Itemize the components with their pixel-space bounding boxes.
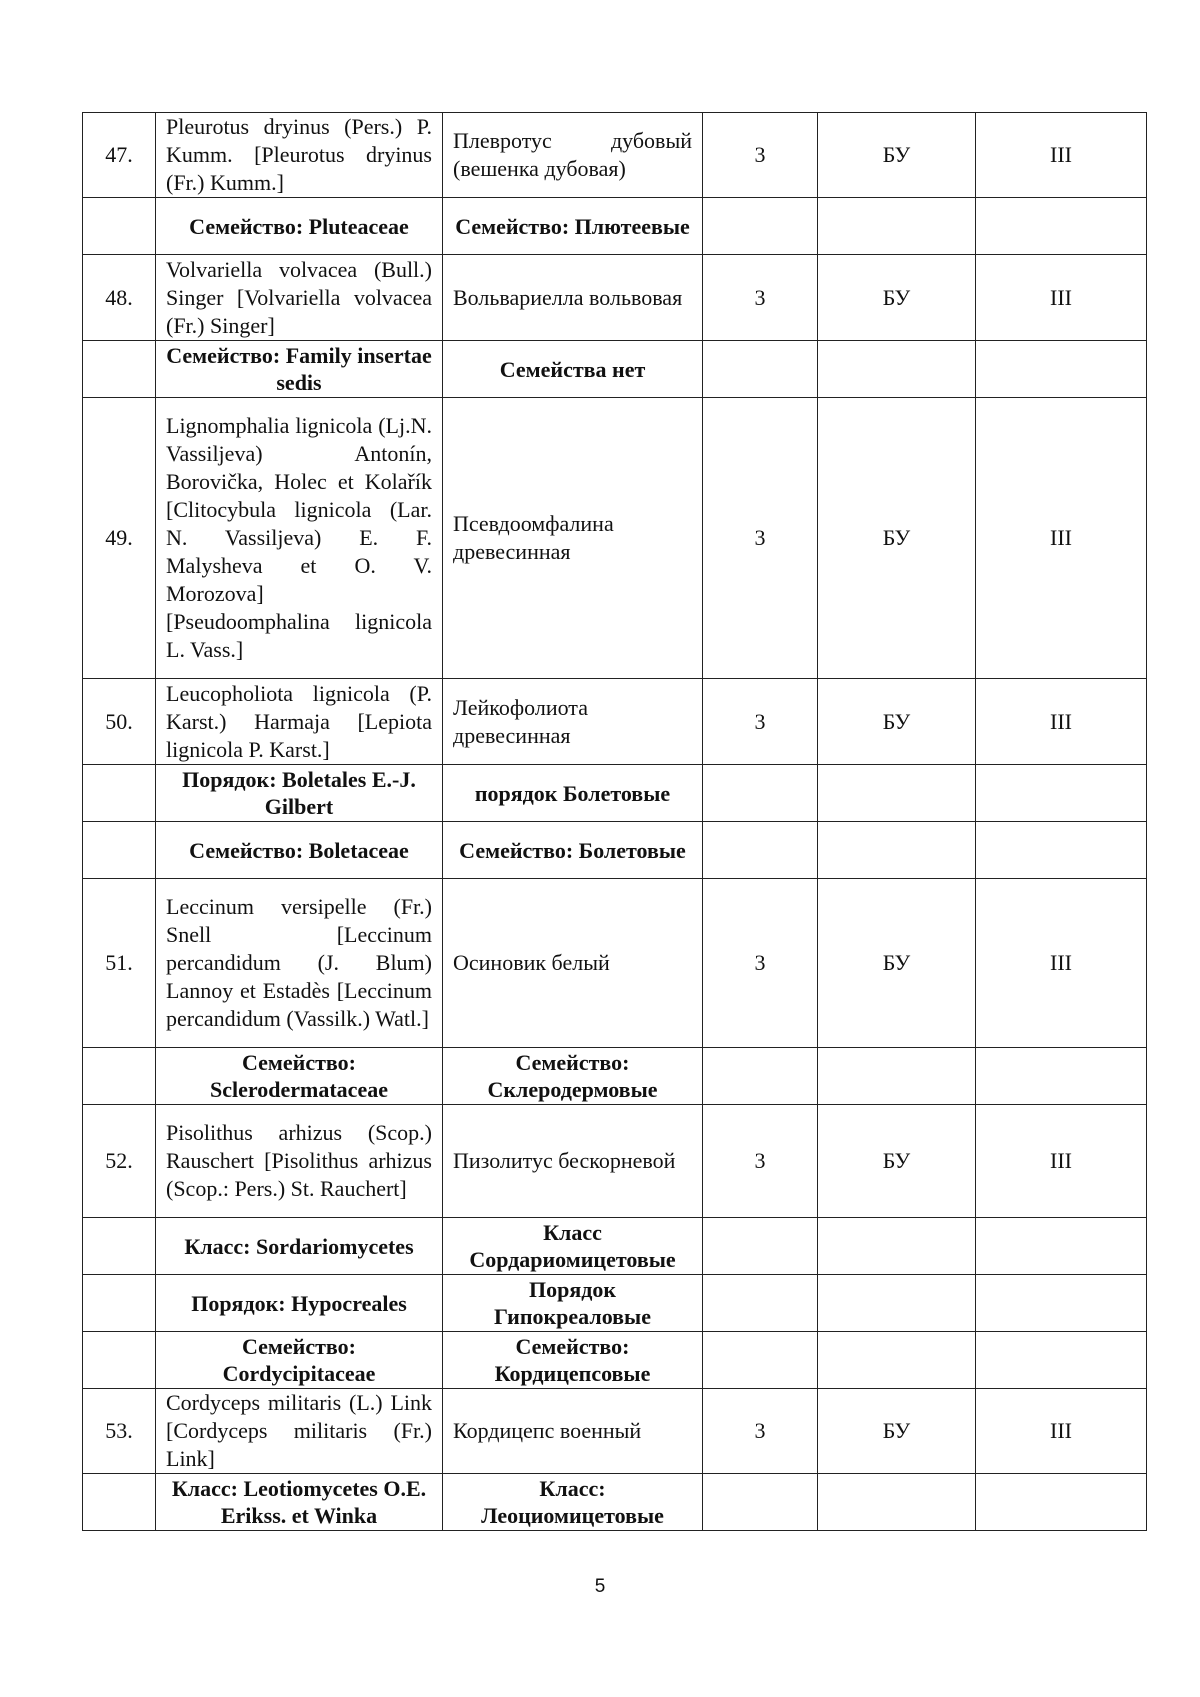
table-row-header bbox=[83, 1275, 1147, 1332]
empty-cell bbox=[976, 822, 1147, 879]
taxon-russian-header: порядок Болетовые bbox=[443, 765, 703, 822]
table-row bbox=[83, 1105, 1147, 1218]
category: 3 bbox=[703, 398, 818, 679]
empty-cell bbox=[83, 1048, 156, 1105]
empty-cell bbox=[818, 822, 976, 879]
taxon-russian-header: Класс: Леоциомицетовые bbox=[443, 1474, 703, 1531]
table-row-header bbox=[83, 822, 1147, 879]
taxon-latin-header: Семейство: Pluteaceae bbox=[156, 198, 443, 255]
latin-name: Pleurotus dryinus (Pers.) P. Kumm. [Pleurotus dryinus (Fr.) Kumm.] bbox=[156, 113, 443, 198]
row-number: 52. bbox=[83, 1105, 156, 1218]
taxon-russian-header: Класс Сордариомицетовые bbox=[443, 1218, 703, 1275]
table-row-header bbox=[83, 1048, 1147, 1105]
row-number: 49. bbox=[83, 398, 156, 679]
empty-cell bbox=[83, 1218, 156, 1275]
status-code: БУ bbox=[818, 879, 976, 1048]
empty-cell bbox=[83, 198, 156, 255]
empty-cell bbox=[83, 341, 156, 398]
protection-level: III bbox=[976, 113, 1147, 198]
row-number: 53. bbox=[83, 1389, 156, 1474]
empty-cell bbox=[703, 341, 818, 398]
taxon-russian-header: Семейство: Болетовые bbox=[443, 822, 703, 879]
russian-name: Плевротус дубовый (вешенка дубовая) bbox=[443, 113, 703, 198]
table-row bbox=[83, 879, 1147, 1048]
status-code: БУ bbox=[818, 1105, 976, 1218]
russian-name: Вольвариелла вольвовая bbox=[443, 255, 703, 341]
latin-name: Leucopholiota lignicola (P. Karst.) Harmaja [Lepiota lignicola P. Karst.] bbox=[156, 679, 443, 765]
empty-cell bbox=[818, 1275, 976, 1332]
table-row-header bbox=[83, 765, 1147, 822]
row-number: 47. bbox=[83, 113, 156, 198]
empty-cell bbox=[83, 1275, 156, 1332]
empty-cell bbox=[83, 1332, 156, 1389]
taxon-latin-header: Порядок: Hypocreales bbox=[156, 1275, 443, 1332]
page-number: 5 bbox=[594, 1576, 606, 1597]
table-row bbox=[83, 679, 1147, 765]
taxon-latin-header: Семейство: Family insertae sedis bbox=[156, 341, 443, 398]
empty-cell bbox=[703, 1218, 818, 1275]
category: 3 bbox=[703, 679, 818, 765]
empty-cell bbox=[703, 198, 818, 255]
latin-name: Lignomphalia lignicola (Lj.N. Vassiljeva) Antonín, Borovička, Holec et Kolařík [Clitocybula lignicola (Lar. N. Vassiljeva) E. F. Malysheva et O. V. Morozova] [Pseudoomphalina lignicola L. Vass.] bbox=[156, 398, 443, 679]
empty-cell bbox=[976, 765, 1147, 822]
latin-name: Leccinum versipelle (Fr.) Snell [Leccinum percandidum (J. Blum) Lannoy et Estadès [Leccinum percandidum (Vassilk.) Watl.] bbox=[156, 879, 443, 1048]
taxon-russian-header: Семейства нет bbox=[443, 341, 703, 398]
table-row bbox=[83, 113, 1147, 198]
table-row-header bbox=[83, 1332, 1147, 1389]
empty-cell bbox=[976, 341, 1147, 398]
empty-cell bbox=[703, 1275, 818, 1332]
protection-level: III bbox=[976, 1105, 1147, 1218]
category: 3 bbox=[703, 255, 818, 341]
empty-cell bbox=[976, 1048, 1147, 1105]
empty-cell bbox=[976, 1275, 1147, 1332]
category: 3 bbox=[703, 1389, 818, 1474]
empty-cell bbox=[976, 1332, 1147, 1389]
taxon-latin-header: Семейство: Sclerodermataceae bbox=[156, 1048, 443, 1105]
empty-cell bbox=[818, 1474, 976, 1531]
empty-cell bbox=[83, 765, 156, 822]
empty-cell bbox=[818, 1332, 976, 1389]
table-row-header bbox=[83, 198, 1147, 255]
latin-name: Volvariella volvacea (Bull.) Singer [Volvariella volvacea (Fr.) Singer] bbox=[156, 255, 443, 341]
category: 3 bbox=[703, 1105, 818, 1218]
table-row-header bbox=[83, 1218, 1147, 1275]
taxon-latin-header: Класс: Leotiomycetes O.E. Erikss. et Winka bbox=[156, 1474, 443, 1531]
empty-cell bbox=[976, 1218, 1147, 1275]
empty-cell bbox=[703, 1048, 818, 1105]
category: 3 bbox=[703, 879, 818, 1048]
empty-cell bbox=[818, 765, 976, 822]
empty-cell bbox=[703, 1332, 818, 1389]
species-table-body bbox=[83, 113, 1147, 1531]
category: 3 bbox=[703, 113, 818, 198]
empty-cell bbox=[976, 1474, 1147, 1531]
protection-level: III bbox=[976, 1389, 1147, 1474]
status-code: БУ bbox=[818, 398, 976, 679]
taxon-russian-header: Семейство: Плютеевые bbox=[443, 198, 703, 255]
status-code: БУ bbox=[818, 679, 976, 765]
taxon-latin-header: Семейство: Boletaceae bbox=[156, 822, 443, 879]
russian-name: Осиновик белый bbox=[443, 879, 703, 1048]
taxon-russian-header: Порядок Гипокреаловые bbox=[443, 1275, 703, 1332]
protection-level: III bbox=[976, 255, 1147, 341]
empty-cell bbox=[83, 1474, 156, 1531]
status-code: БУ bbox=[818, 1389, 976, 1474]
russian-name: Лейкофолиота древесинная bbox=[443, 679, 703, 765]
status-code: БУ bbox=[818, 255, 976, 341]
table-row bbox=[83, 1389, 1147, 1474]
status-code: БУ bbox=[818, 113, 976, 198]
row-number: 48. bbox=[83, 255, 156, 341]
empty-cell bbox=[818, 1048, 976, 1105]
russian-name: Кордицепс военный bbox=[443, 1389, 703, 1474]
empty-cell bbox=[976, 198, 1147, 255]
latin-name: Cordyceps militaris (L.) Link [Cordyceps militaris (Fr.) Link] bbox=[156, 1389, 443, 1474]
table-row bbox=[83, 398, 1147, 679]
russian-name: Пизолитус бескорневой bbox=[443, 1105, 703, 1218]
taxon-russian-header: Семейство: Кордицепсовые bbox=[443, 1332, 703, 1389]
empty-cell bbox=[83, 822, 156, 879]
row-number: 51. bbox=[83, 879, 156, 1048]
row-number: 50. bbox=[83, 679, 156, 765]
protection-level: III bbox=[976, 679, 1147, 765]
russian-name: Псевдоомфалина древесинная bbox=[443, 398, 703, 679]
table-row-header bbox=[83, 1474, 1147, 1531]
table-row-header bbox=[83, 341, 1147, 398]
empty-cell bbox=[818, 198, 976, 255]
protection-level: III bbox=[976, 398, 1147, 679]
empty-cell bbox=[703, 1474, 818, 1531]
taxon-latin-header: Порядок: Boletales E.-J. Gilbert bbox=[156, 765, 443, 822]
species-table bbox=[82, 112, 1147, 1531]
taxon-latin-header: Класс: Sordariomycetes bbox=[156, 1218, 443, 1275]
taxon-russian-header: Семейство: Склеродермовые bbox=[443, 1048, 703, 1105]
latin-name: Pisolithus arhizus (Scop.) Rauschert [Pisolithus arhizus (Scop.: Pers.) St. Rauchert] bbox=[156, 1105, 443, 1218]
taxon-latin-header: Семейство: Cordycipitaceae bbox=[156, 1332, 443, 1389]
table-row bbox=[83, 255, 1147, 341]
empty-cell bbox=[818, 1218, 976, 1275]
protection-level: III bbox=[976, 879, 1147, 1048]
empty-cell bbox=[703, 822, 818, 879]
empty-cell bbox=[818, 341, 976, 398]
empty-cell bbox=[703, 765, 818, 822]
